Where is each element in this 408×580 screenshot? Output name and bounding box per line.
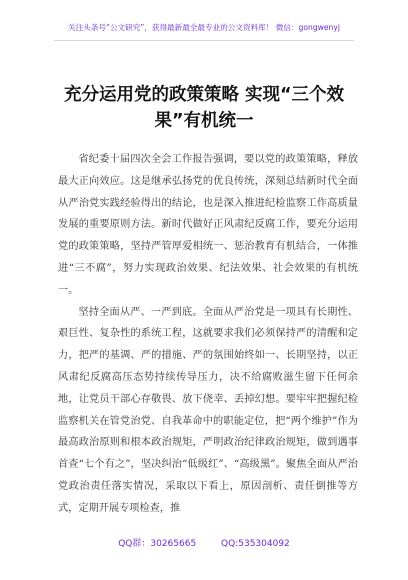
footer-qq: QQ:535304092 bbox=[221, 539, 290, 549]
header-divider bbox=[54, 40, 354, 41]
title-line-2: 果”有机统一 bbox=[154, 111, 254, 131]
footer-qq-group: QQ群：30265665 bbox=[118, 539, 197, 549]
title-line-1: 充分运用党的政策策略 实现“三个效 bbox=[63, 85, 345, 105]
document-body bbox=[58, 149, 358, 520]
paragraph-2: 坚持全面从严、一严到底。全面从严治党是一项具有长期性、艰巨性、复杂性的系统工程，这就要求我们必须保持严的清醒和定力，把严的基调、严的措施、严的氛围始终如一、长期坚持，以正风肃纪反腐高压态势持续传导压力，决不给腐败滋生留下任何余地，让党员干部心存敬畏、放下侥幸、丢掉幻想。要牢牢把握纪检监察机关在管党治党、自我革命中的职能定位，把“两个维护”作为最高政治原则和根本政治规矩，严明政治纪律政治规矩，做到遇事首查“七个有之”，坚决纠治“低级红”、“高级黑”。聚焦全面从严治党政治责任落实情况，采取以下看上，原因剖析、责任倒推等方式，定期开展专项检查，推 bbox=[58, 306, 358, 514]
document-title bbox=[0, 82, 408, 134]
paragraph-1: 省纪委十届四次全会工作报告强调，要以党的政策策略，释放最大正向效应。这是继承弘扬党的优良传统，深刻总结新时代全面从严治党实践经验得出的结论，也是深入推进纪检监察工作高质量发展的重要原则方法。新时代做好正风肃纪反腐工作，要充分运用党的政策策略，坚持严管厚爱相统一、惩治教育有机结合，一体推进“三不腐”，努力实现政治效果、纪法效果、社会效果的有机统一。 bbox=[58, 154, 358, 296]
header-banner: 关注头条号“公文研究”，获得最新最全最专业的公文资料库！ 微信：gongwenyj bbox=[68, 23, 340, 32]
footer-contact bbox=[0, 536, 408, 549]
